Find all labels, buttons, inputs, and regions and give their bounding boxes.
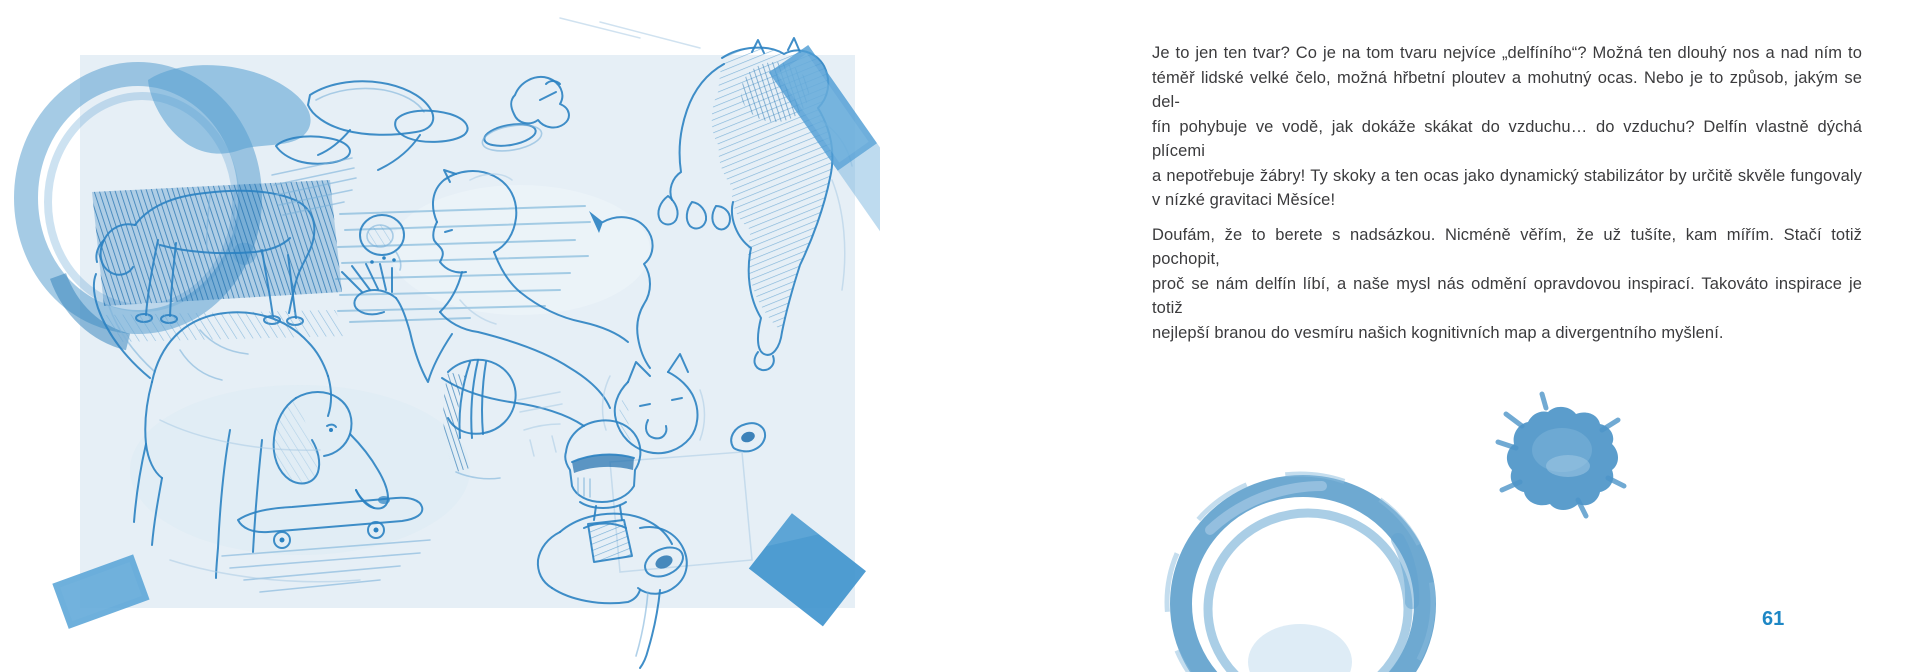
right-page-stains (1150, 390, 1670, 672)
paragraph (1152, 41, 1862, 213)
paragraph (1152, 223, 1862, 346)
page-number: 61 (1762, 608, 1785, 630)
body-text-line: Doufám, že to berete s nadsázkou. Nicméně věřím, že už tušíte, kam mířím. Stačí totiž pochopit, (1152, 225, 1862, 268)
splatter-stain-icon (1498, 394, 1624, 516)
body-text (1152, 41, 1862, 345)
cup-ring-stain-icon (1167, 474, 1433, 672)
body-text-line: v nízké gravitaci Měsíce! (1152, 191, 1336, 209)
body-text-line: a nepotřebuje žábry! Ty skoky a ten ocas jako dynamický stabilizátor by určitě skvěle fungovaly (1152, 166, 1862, 185)
body-text-line: proč se nám delfín líbí, a naše mysl nás odmění opravdovou inspirací. Takováto inspirace je totiž (1152, 274, 1862, 317)
left-page-artwork (0, 0, 880, 672)
body-text-line: nejlepší branou do vesmíru našich kognitivních map a divergentního myšlení. (1152, 323, 1724, 342)
body-text-line: fín pohybuje ve vodě, jak dokáže skákat do vzduchu… do vzduchu? Delfín vlastně dýchá plícemi (1152, 117, 1862, 160)
body-text-line: téměř lidské velké čelo, možná hřbetní ploutev a mohutný ocas. Nebo je to způsob, jakým se del- (1152, 68, 1862, 111)
body-text-line: Je to jen ten tvar? Co je na tom tvaru nejvíce „delfíního“? Možná ten dlouhý nos a nad ním to (1152, 44, 1862, 62)
